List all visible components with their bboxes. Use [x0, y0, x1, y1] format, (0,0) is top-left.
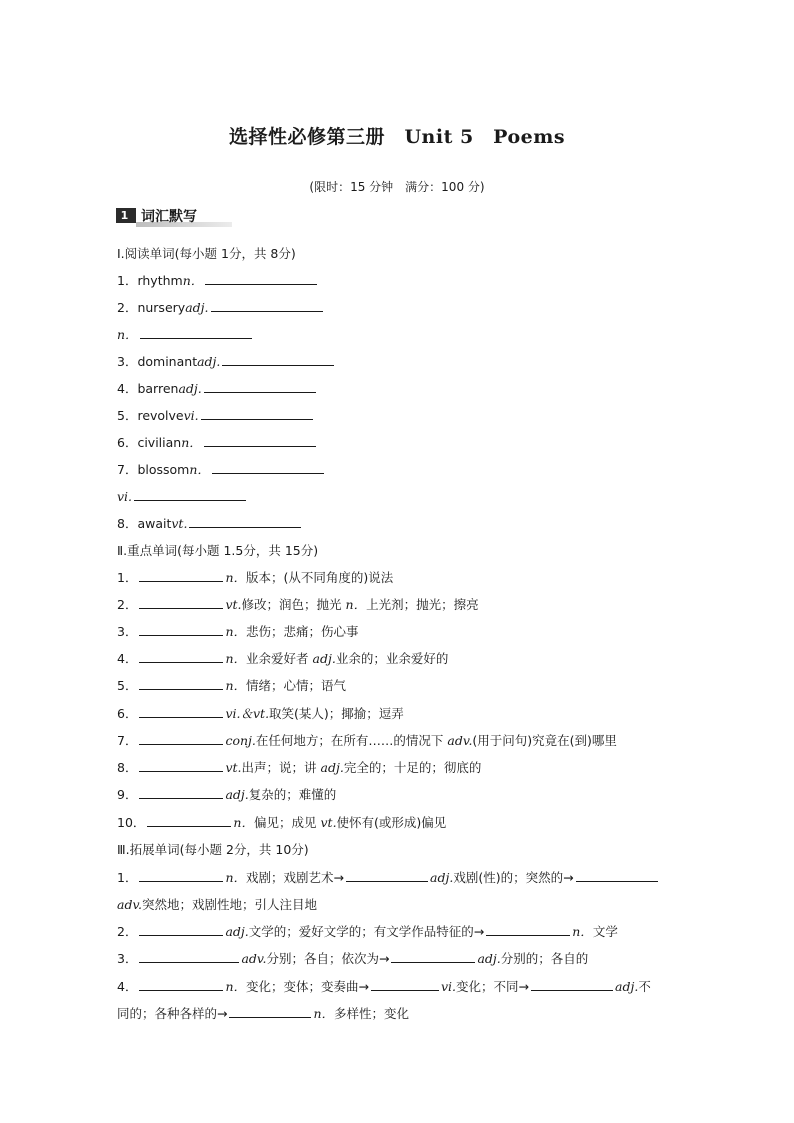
answer-blank[interactable] [531, 977, 613, 991]
part2-heading: Ⅱ.重点单词(每小题 1.5分，共 15分) [117, 543, 319, 558]
answer-blank[interactable] [139, 977, 223, 991]
part1-item: 3．dominantadj. [117, 352, 336, 372]
part1-item: 6．civiliann． [117, 433, 318, 453]
part1-item: 5．revolvevi. [117, 406, 315, 426]
part2-item: 4． n．业余爱好者 adj.业余的；业余爱好的 [117, 651, 449, 666]
part3-heading: Ⅲ.拓展单词(每小题 2分，共 10分) [117, 842, 309, 857]
part3-item-cont: 同的；各种各样的→ n．多样性；变化 [117, 1006, 410, 1021]
answer-blank[interactable] [134, 487, 246, 501]
answer-blank[interactable] [576, 868, 658, 882]
time-limit: (限时：15 分钟 满分：100 分) [309, 180, 485, 194]
answer-blank[interactable] [139, 595, 223, 609]
answer-blank[interactable] [139, 622, 223, 636]
answer-blank[interactable] [139, 676, 223, 690]
answer-blank[interactable] [139, 758, 223, 772]
part2-item: 1． n．版本；(从不同角度的)说法 [117, 570, 394, 585]
part3-item: 2． adj.文学的；爱好文学的；有文学作品特征的→ n．文学 [117, 924, 618, 939]
part3-item: 4． n．变化；变体；变奏曲→ vi.变化；不同→ adj.不 [117, 979, 651, 994]
answer-blank[interactable] [139, 649, 223, 663]
part2-item: 8． vt.出声；说；讲 adj.完全的；十足的；彻底的 [117, 760, 482, 775]
part1-item: 1．rhythmn． [117, 271, 319, 291]
part3-item: 1． n．戏剧；戏剧艺术→ adj.戏剧(性)的；突然的→ [117, 868, 660, 888]
answer-blank[interactable] [139, 568, 223, 582]
answer-blank[interactable] [139, 868, 223, 882]
answer-blank[interactable] [212, 460, 324, 474]
answer-blank[interactable] [189, 514, 301, 528]
answer-blank[interactable] [204, 433, 316, 447]
part1-item: 7．blossomn． [117, 460, 326, 480]
part1-item: 8．awaitvt. [117, 514, 303, 534]
answer-blank[interactable] [346, 868, 428, 882]
answer-blank[interactable] [139, 949, 239, 963]
part3-item: 3． adv.分别；各自；依次为→ adj.分别的；各自的 [117, 951, 589, 966]
answer-blank[interactable] [371, 977, 439, 991]
answer-blank[interactable] [229, 1004, 311, 1018]
answer-blank[interactable] [139, 731, 223, 745]
page-title: 选择性必修第三册 Unit 5 Poems [228, 126, 566, 148]
part2-item: 9． adj.复杂的；难懂的 [117, 787, 337, 802]
section-header [116, 205, 226, 227]
part3-item-cont: adv.突然地；戏剧性地；引人注目地 [117, 897, 318, 912]
answer-blank[interactable] [139, 922, 223, 936]
part2-item: 3． n．悲伤；悲痛；伤心事 [117, 624, 359, 639]
part1-heading: Ⅰ.阅读单词(每小题 1分，共 8分) [117, 246, 296, 261]
section-number-badge: 1 [116, 208, 133, 223]
answer-blank[interactable] [211, 298, 323, 312]
answer-blank[interactable] [391, 949, 475, 963]
part1-item: 4．barrenadj. [117, 379, 318, 399]
answer-blank[interactable] [205, 271, 317, 285]
part1-item: n． [117, 325, 254, 345]
answer-blank[interactable] [486, 922, 570, 936]
answer-blank[interactable] [201, 406, 313, 420]
answer-blank[interactable] [139, 704, 223, 718]
part2-item: 2． vt.修改；润色；抛光 n．上光剂；抛光；擦亮 [117, 597, 479, 612]
part2-item: 6． vi.＆vt.取笑(某人)；揶揄；逗弄 [117, 706, 404, 721]
part1-item: 2．nurseryadj. [117, 298, 325, 318]
answer-blank[interactable] [140, 325, 252, 339]
answer-blank[interactable] [139, 785, 223, 799]
part2-item: 10． n．偏见；成见 vt.使怀有(或形成)偏见 [117, 815, 447, 830]
answer-blank[interactable] [204, 379, 316, 393]
part2-item: 5． n．情绪；心情；语气 [117, 678, 347, 693]
section-title: 词汇默写 [141, 209, 197, 225]
part2-item: 7． conj.在任何地方；在所有……的情况下 adv.(用于问句)究竟在(到)哪里 [117, 733, 617, 748]
answer-blank[interactable] [222, 352, 334, 366]
answer-blank[interactable] [147, 813, 231, 827]
part1-item: vi. [117, 487, 248, 507]
